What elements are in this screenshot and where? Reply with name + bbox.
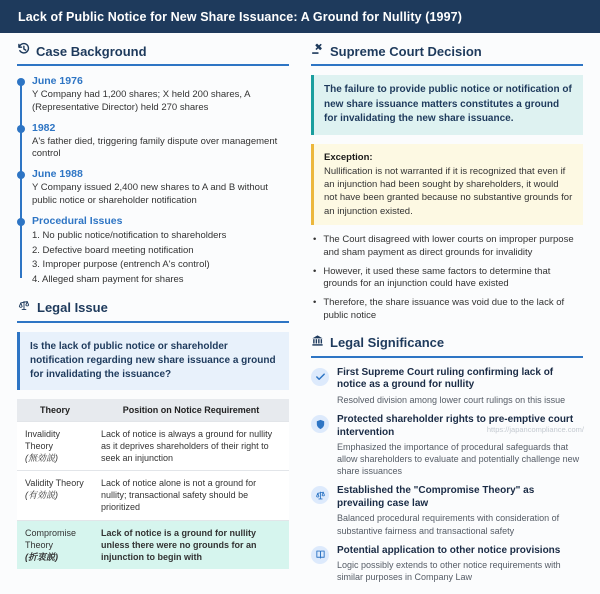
timeline-date: June 1976 — [32, 75, 83, 87]
exception-text: Nullification is not warranted if it is recognized that even if an injunction had been sought by shareholders, it would not have been granted because no substantive grounds for an injunction existed. — [324, 165, 573, 217]
significance-item — [311, 367, 583, 406]
position-cell: Lack of notice is a ground for nullity unless there were no grounds for an injunction to begin with — [93, 520, 289, 569]
significance-item-body — [337, 414, 583, 477]
significance-item-body — [337, 485, 583, 536]
legal-significance-section — [311, 334, 583, 584]
position-column-header: Position on Notice Requirement — [93, 399, 289, 422]
significance-item-desc: Logic possibly extends to other notice requirements with similar purposes in Company Law — [337, 560, 561, 583]
right-column — [311, 42, 583, 594]
significance-item-title: Established the "Compromise Theory" as prevailing case law — [337, 485, 535, 509]
bullet-item — [313, 266, 581, 292]
check-icon — [311, 368, 329, 386]
theory-column-header: Theory — [17, 399, 93, 422]
significance-item — [311, 545, 583, 584]
timeline-event — [32, 168, 289, 208]
table-row — [17, 421, 289, 470]
significance-item — [311, 485, 583, 536]
decision-bullets — [311, 234, 583, 323]
supreme-court-title: Supreme Court Decision — [330, 43, 482, 59]
bullet-text: Therefore, the share issuance was void due to the lack of public notice — [323, 297, 565, 322]
significance-item-title: Protected shareholder rights to pre-emptive court intervention — [337, 414, 574, 438]
timeline-date: June 1988 — [32, 168, 83, 181]
book-icon — [311, 546, 329, 564]
procedural-issues-list — [32, 229, 289, 288]
significance-item-title: First Supreme Court ruling confirming lack of notice as a ground for nullity — [337, 366, 554, 391]
theory-cell — [17, 421, 93, 470]
timeline-event — [32, 122, 289, 162]
significance-item — [311, 414, 583, 477]
bullet-item — [313, 297, 581, 323]
legal-significance-header — [311, 334, 583, 358]
supreme-court-header — [311, 42, 583, 66]
gavel-icon — [311, 42, 324, 60]
case-background-header — [17, 42, 289, 66]
significance-item-body — [337, 545, 583, 584]
left-column — [17, 42, 289, 594]
bullet-text: However, it used these same factors to determine that grounds for an injunction could have existed — [323, 265, 551, 290]
significance-item-desc: Balanced procedural requirements with consideration of substantive fairness and transactional safety — [337, 513, 560, 536]
main-content — [0, 33, 600, 594]
history-icon — [17, 42, 30, 60]
timeline-text: A's father died, triggering family dispute over management control — [32, 135, 278, 160]
case-timeline — [17, 75, 289, 288]
theory-name-japanese: (折衷説) — [25, 551, 58, 562]
timeline-date: 1982 — [32, 121, 56, 134]
page-title: Lack of Public Notice for New Share Issuance: A Ground for Nullity (1997) — [18, 9, 462, 24]
table-row — [17, 471, 289, 520]
supreme-court-section — [311, 42, 583, 323]
position-cell: Lack of notice alone is not a ground for nullity; transactional safety should be prioritized — [93, 471, 289, 520]
theory-name-japanese: (有効説) — [25, 490, 58, 501]
case-background-section — [17, 42, 289, 288]
theory-name: Compromise Theory — [25, 527, 77, 550]
case-background-title: Case Background — [36, 43, 147, 59]
legal-issue-question: Is the lack of public notice or shareholder notification regarding new share issuance a ground for invalidating the issuance? — [17, 332, 289, 390]
legal-issue-title: Legal Issue — [37, 300, 108, 316]
source-url: https://japancompliance.com/ — [486, 425, 584, 434]
bullet-marker: • — [313, 265, 317, 277]
position-cell: Lack of notice is always a ground for nullity as it deprives shareholders of their right to seek an injunction — [93, 421, 289, 470]
bullet-marker: • — [313, 297, 317, 309]
title-bar — [0, 0, 600, 33]
legal-issue-section — [17, 299, 289, 569]
bank-icon — [311, 334, 324, 352]
timeline-event — [32, 75, 289, 115]
theory-cell — [17, 471, 93, 520]
table-row-highlighted — [17, 520, 289, 569]
scales-icon — [17, 299, 31, 317]
legal-significance-title: Legal Significance — [330, 335, 445, 351]
significance-item-desc: Resolved division among lower court rulings on this issue — [337, 394, 566, 405]
shield-icon — [311, 415, 329, 433]
theory-name: Validity Theory — [25, 478, 84, 489]
theory-name-japanese: (無効説) — [25, 453, 58, 464]
bullet-text: The Court disagreed with lower courts on improper purpose and sham payment as direct grounds for invalidity — [323, 233, 574, 258]
procedural-issue-item: 3. Improper purpose (entrench A's control) — [32, 259, 210, 271]
theories-table — [17, 399, 289, 569]
significance-item-desc: Emphasized the importance of procedural safeguards that allow shareholders to evaluate and potentially challenge new share issuances — [337, 442, 580, 477]
theory-cell — [17, 520, 93, 569]
procedural-issue-item: 2. Defective board meeting notification — [32, 244, 194, 256]
exception-box — [311, 144, 583, 225]
holding-statement: The failure to provide public notice or notification of new share issuance matters constitutes a ground for invalidating the new share issuance. — [311, 75, 583, 135]
table-header-row — [17, 399, 289, 422]
procedural-issue-item: 1. No public notice/notification to shareholders — [32, 229, 227, 241]
legal-issue-header — [17, 299, 289, 323]
procedural-issues-label: Procedural Issues — [32, 214, 123, 227]
timeline-procedural-issues — [32, 215, 289, 288]
exception-label: Exception: — [324, 151, 373, 163]
bullet-marker: • — [313, 233, 317, 245]
significance-item-body — [337, 367, 583, 406]
timeline-text: Y Company issued 2,400 new shares to A and B without public notice or shareholder notification — [32, 182, 268, 207]
procedural-issue-item: 4. Alleged sham payment for shares — [32, 274, 184, 286]
timeline-text: Y Company had 1,200 shares; X held 200 shares, A (Representative Director) held 270 shares — [32, 89, 250, 113]
significance-item-title: Potential application to other notice provisions — [337, 544, 561, 556]
bullet-item — [313, 234, 581, 260]
scales-icon — [311, 486, 329, 504]
theory-name: Invalidity Theory — [25, 428, 61, 451]
